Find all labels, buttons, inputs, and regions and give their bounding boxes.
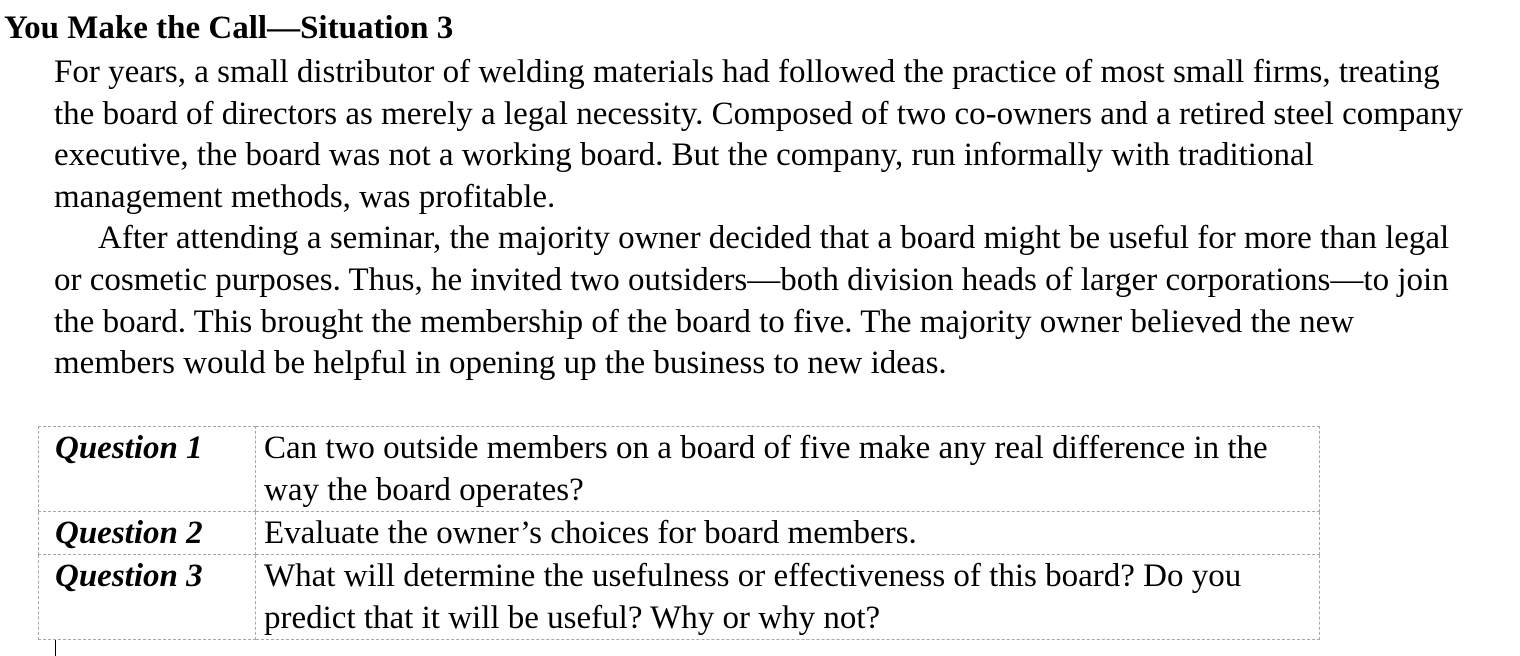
- questions-table: [38, 426, 1320, 640]
- question-label: Question 3: [39, 555, 256, 640]
- paragraph-2: After attending a seminar, the majority owner decided that a board might be useful for more than legal or cosmetic purposes. Thus, he invited two outsiders—both division heads of larger corporations—to join the board. This brought the membership of the board to five. The majority owner believed the new members would be helpful in opening up the business to new ideas.: [54, 220, 1450, 382]
- question-label: Question 2: [39, 512, 256, 555]
- case-body: [54, 52, 1474, 385]
- question-label: Question 1: [39, 427, 256, 512]
- question-text: Can two outside members on a board of five make any real difference in the way the board operates?: [256, 427, 1320, 512]
- question-row-1: [39, 427, 1320, 512]
- paragraph-1: For years, a small distributor of welding materials had followed the practice of most small firms, treating the board of directors as merely a legal necessity. Composed of two co-owners and a retired steel company executive, the board was not a working board. But the company, run informally with traditional management methods, was profitable.: [54, 54, 1464, 215]
- text-cursor: [55, 640, 56, 656]
- question-row-3: [39, 555, 1320, 640]
- section-title: You Make the Call—Situation 3: [4, 10, 454, 46]
- question-text: Evaluate the owner’s choices for board members.: [256, 512, 1320, 555]
- question-row-2: [39, 512, 1320, 555]
- question-text: What will determine the usefulness or effectiveness of this board? Do you predict that it will be useful? Why or why not?: [256, 555, 1320, 640]
